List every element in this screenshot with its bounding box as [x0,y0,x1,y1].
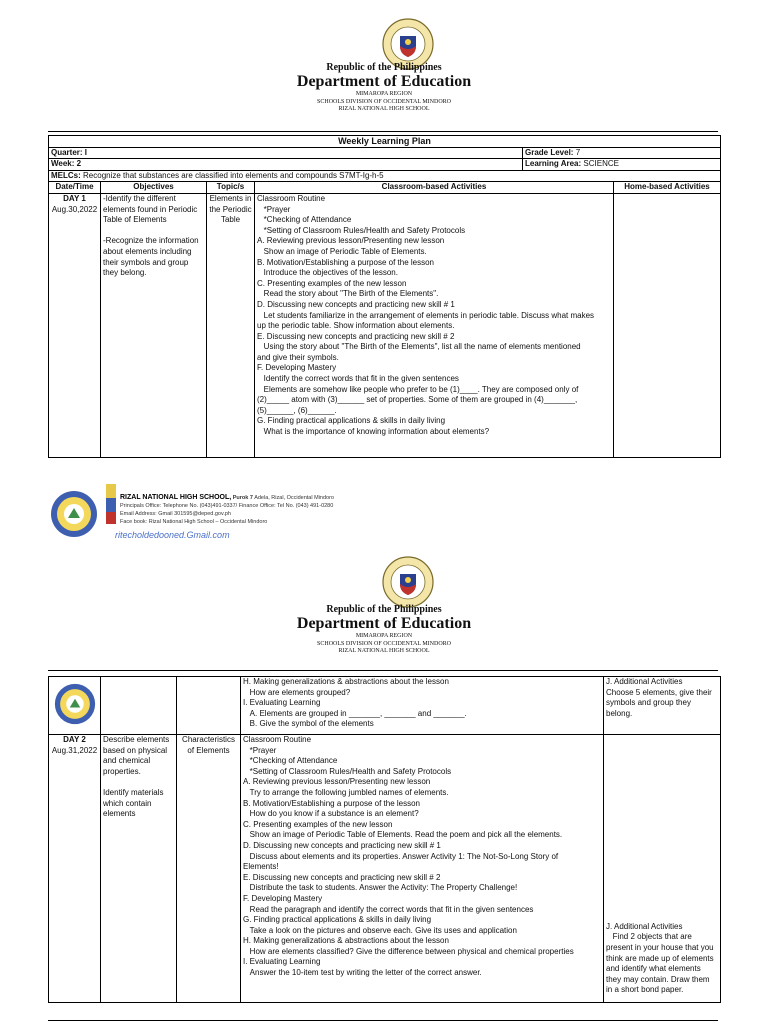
day2-activity-line: Discuss about elements and its properties. Answer Activity 1: The Not-So-Long Story of [243,851,559,861]
day2-activity-line: Distribute the task to students. Answer the Activity: The Property Challenge! [243,883,518,893]
day2-home [604,735,721,1003]
day1-activities [255,193,614,457]
day1-label: DAY 1 [63,193,86,203]
day2-label: DAY 2 [63,735,86,744]
day2-activity-line: E. Discussing new concepts and practicing new skill # 2 [243,872,441,882]
footer-address: Adela, Rizal, Occidental Mindoro [254,495,334,501]
col-date: Date/Time [49,182,101,194]
day1-topic: Elements in the Periodic Table [207,193,255,457]
day1-activity-line: B. Motivation/Establishing a purpose of the lesson [257,257,434,267]
page-one [0,0,768,470]
day1-activity-line: Using the story about "The Birth of the Elements", list all the name of elements mentioned [257,342,581,352]
day1-activity-line: A. Reviewing previous lesson/Presenting new lesson [257,236,445,246]
letterhead [0,604,768,656]
day2-activity-line: Answer the 10-item test by writing the letter of the correct answer. [243,968,482,978]
day1-activity-line: F. Developing Mastery [257,363,337,373]
school-text: RIZAL NATIONAL HIGH SCHOOL [338,648,430,654]
col-classroom: Classroom-based Activities [255,182,614,194]
school-logo-icon [54,683,96,725]
day1-activity-line: and give their symbols. [257,352,339,362]
day1-date-cell [49,193,101,457]
week-cell: Week: 2 [49,159,523,171]
day1-activity-line: What is the importance of knowing information about elements? [257,427,490,437]
day1-activity-line: Show an image of Periodic Table of Elements. [257,246,427,256]
division-text: SCHOOLS DIVISION OF OCCIDENTAL MINDORO [317,98,451,105]
day2-activity-line: Try to arrange the following jumbled names of elements. [243,787,449,797]
melcs-cell: MELCs: Recognize that substances are classified into elements and compounds S7MT-Ig-h-5 [49,170,721,182]
col-home: Home-based Activities [614,182,721,194]
day1-activity-line: C. Presenting examples of the new lesson [257,278,407,288]
learning-area-cell: Learning Area: SCIENCE [523,159,721,171]
header-rule [48,670,718,671]
footer-contact [120,494,334,526]
day2-objectives: Describe elements based on physical and chemical properties. Identify materials which contain elements [101,735,177,1003]
footer-phones: Principals Office: Telephone No. (043)491-0337/ Finance Office: Tel No. (043) 491-0280 [120,503,334,509]
day2-date: Aug.31,2022 [51,745,98,755]
day1-activity-line: E. Discussing new concepts and practicing new skill # 2 [257,331,455,341]
flag-logo-icon [105,482,117,526]
region-text: MIMAROPA REGION [355,91,413,97]
footer-purok: Purok 7 [232,495,253,501]
school-logo-icon [50,490,98,538]
footer-school: RIZAL NATIONAL HIGH SCHOOL, [120,494,232,501]
col-objectives: Objectives [101,182,207,194]
division-text: SCHOOLS DIVISION OF OCCIDENTAL MINDORO [317,640,451,647]
school-footer [50,482,720,542]
cont-activity-line: How are elements grouped? [243,687,351,697]
letterhead [0,62,768,114]
day1-date: Aug.30,2022 [51,204,98,214]
day1-activity-line: Introduce the objectives of the lesson. [257,268,398,278]
day2-activity-line: A. Reviewing previous lesson/Presenting new lesson [243,777,431,787]
cont-topic [177,677,241,735]
day2-home-text: J. Additional Activities Find 2 objects that are present in your house that you think are made up of elements and identify what elements they may contain. Draw them in a short bond paper. [606,921,714,995]
day1-activity-line: *Setting of Classroom Rules/Health and Safety Protocols [257,225,466,235]
day1-activity-line: Read the story about "The Birth of the Elements". [257,289,439,299]
day1-activity-line: up the periodic table. Show information about elements. [257,321,455,331]
republic-text: Republic of the Philippines [326,62,442,73]
department-text: Department of Education [296,73,472,90]
day1-activity-line: (2)_____ atom with (3)______ set of properties. Some of them are grouped in (4)_______, [257,395,578,405]
day1-activity-line: *Checking of Attendance [257,215,352,225]
day1-activity-line: G. Finding practical applications & skills in daily living [257,416,446,426]
cont-activity-line: H. Making generalizations & abstractions about the lesson [243,677,449,686]
day1-activity-line: Let students familiarize in the arrangement of elements in periodic table. Discuss what makes [257,310,595,320]
day2-activity-line: G. Finding practical applications & skills in daily living [243,915,432,925]
region-text: MIMAROPA REGION [355,633,413,639]
day2-activity-line: I. Evaluating Learning [243,957,321,967]
day1-activity-line: (5)______, (6)______. [257,405,337,415]
cont-home: J. Additional Activities Choose 5 elements, give their symbols and group they belong. [604,677,721,735]
day1-activity-line: Classroom Routine [257,193,326,203]
day2-activity-line: *Checking of Attendance [243,756,338,766]
weekly-plan-table [48,135,721,458]
day2-activity-line: *Prayer [243,745,277,755]
day2-activity-line: F. Developing Mastery [243,893,323,903]
day1-activity-line: Elements are somehow like people who prefer to be (1)____. They are composed only of [257,384,579,394]
footer-link[interactable]: ritecholdedooned.Gmail.com [115,530,230,540]
day1-activity-line: *Prayer [257,204,291,214]
day1-activity-line: D. Discussing new concepts and practicing new skill # 1 [257,299,455,309]
cont-activities [241,677,604,735]
footer-email: Email Address: Gmail 301595@deped.gov.ph [120,511,231,517]
school-text: RIZAL NATIONAL HIGH SCHOOL [338,106,430,112]
col-topics: Topic/s [207,182,255,194]
day2-activity-line: How do you know if a substance is an element? [243,809,419,819]
cont-activity-line: A. Elements are grouped in _______, _______ and _______. [243,708,467,718]
deped-seal-icon [382,556,434,608]
page-two [0,548,768,1024]
day2-activity-line: Read the paragraph and identify the correct words that fit in the given sentences [243,904,534,914]
grade-level-cell: Grade Level: 7 [523,147,721,159]
day2-activities [241,735,604,1003]
day2-date-cell [49,735,101,1003]
day2-activity-line: B. Motivation/Establishing a purpose of the lesson [243,798,420,808]
day2-activity-line: How are elements classified? Give the difference between physical and chemical properties [243,946,574,956]
weekly-plan-table-continued [48,676,721,1003]
footer-facebook: Face book: Rizal National High School – Occidental Mindoro [120,519,268,525]
day2-activity-line: Take a look on the pictures and observe each. Give its uses and application [243,925,517,935]
day2-activity-line: D. Discussing new concepts and practicing new skill # 1 [243,840,441,850]
cont-activity-line: B. Give the symbol of the elements [243,719,374,729]
cont-activity-line: I. Evaluating Learning [243,698,321,708]
department-text: Department of Education [296,615,472,632]
day2-activity-line: *Setting of Classroom Rules/Health and Safety Protocols [243,766,452,776]
day2-activity-line: Show an image of Periodic Table of Elements. Read the poem and pick all the elements. [243,830,563,840]
quarter-cell: Quarter: I [49,147,523,159]
day2-activity-line: Elements! [243,862,279,872]
day2-activity-line: Classroom Routine [243,735,312,744]
cont-logo-cell [49,677,101,735]
day1-home [614,193,721,457]
day2-topic: Characteristics of Elements [177,735,241,1003]
day1-objectives: -Identify the different elements found in Periodic Table of Elements -Recognize the information about elements including their symbols and group they belong. [101,193,207,457]
header-rule [48,131,718,132]
day1-activity-line: Identify the correct words that fit in the given sentences [257,374,459,384]
day2-activity-line: H. Making generalizations & abstractions about the lesson [243,936,449,946]
bottom-rule [48,1020,718,1021]
republic-text: Republic of the Philippines [326,604,442,615]
day2-activity-line: C. Presenting examples of the new lesson [243,819,393,829]
cont-objectives [101,677,177,735]
plan-title: Weekly Learning Plan [49,136,721,148]
